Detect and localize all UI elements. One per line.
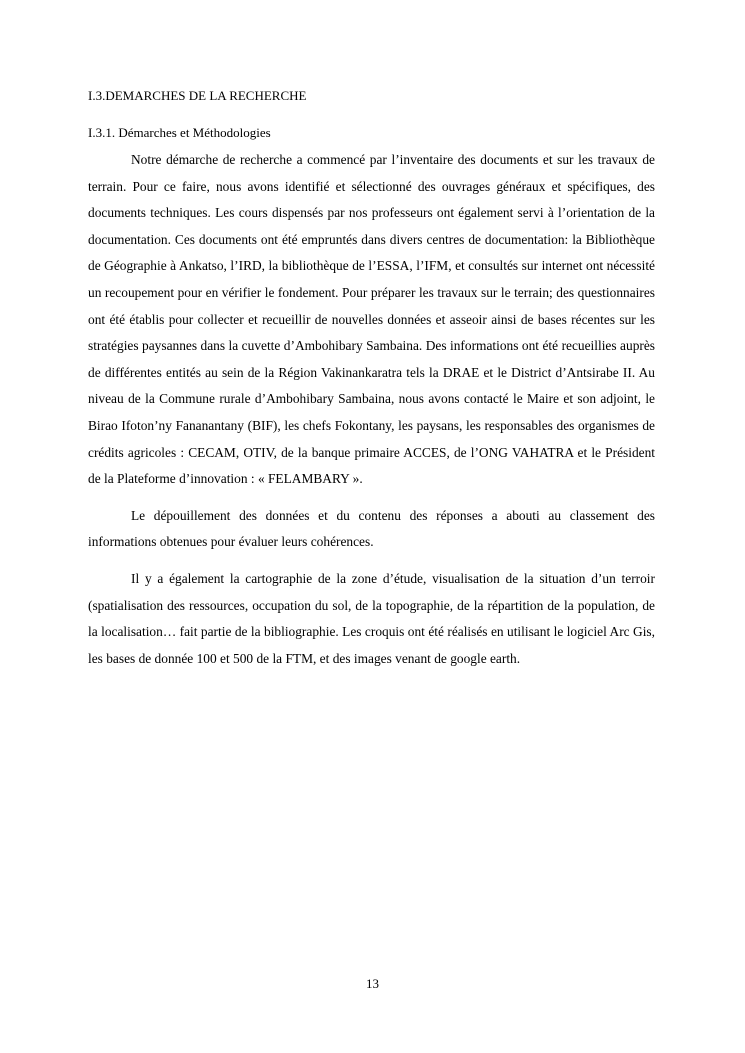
document-page [88, 86, 655, 672]
paragraph-data-processing: Le dépouillement des données et du contenu des réponses a abouti au classement des informations obtenues pour évaluer leurs cohérences. [88, 507, 655, 550]
paragraph-cartography: Il y a également la cartographie de la zone d’étude, visualisation de la situation d’un terroir (spatialisation des ressources, occupation du sol, de la topographie, de la répartition de la population, de la localisation… fait partie de la bibliographie. Les croquis ont été réalisés en utilisant le logiciel Arc Gis, les bases de donnée 100 et 500 de la FTM, et des images venant de google earth. [88, 570, 655, 666]
section-heading: I.3.DEMARCHES DE LA RECHERCHE [88, 88, 307, 103]
page-number: 13 [366, 976, 379, 991]
paragraph-methodology: Notre démarche de recherche a commencé par l’inventaire des documents et sur les travaux de terrain. Pour ce faire, nous avons identifié et sélectionné des ouvrages généraux et spécifiques, des documents techniques. Les cours dispensés par nos professeurs ont également servi à l’orientation de la documentation. Ces documents ont été empruntés dans divers centres de documentation: la Bibliothèque de Géographie à Ankatso, l’IRD, la bibliothèque de l’ESSA, l’IFM, et consultés sur internet ont nécessité un recoupement pour en vérifier le fondement. Pour préparer les travaux sur le terrain; des questionnaires ont été établis pour collecter et recueillir de nouvelles données et asseoir ainsi de bases récentes sur les stratégies paysannes dans la cuvette d’Ambohibary Sambaina. Des informations ont été recueillies auprès de différentes entités au sein de la Région Vakinankaratra tels la DRAE et le District d’Antsirabe II. Au niveau de la Commune rurale d’Ambohibary Sambaina, nous avons contacté le Maire et son adjoint, le Birao Ifoton’ny Fananantany (BIF), les chefs Fokontany, les paysans, les responsables des organismes de crédits agricoles : CECAM, OTIV, de la banque primaire ACCES, de l’ONG VAHATRA et le Président de la Plateforme d’innovation : « FELAMBARY ». [88, 152, 655, 487]
subsection-heading: I.3.1. Démarches et Méthodologies [88, 125, 271, 140]
